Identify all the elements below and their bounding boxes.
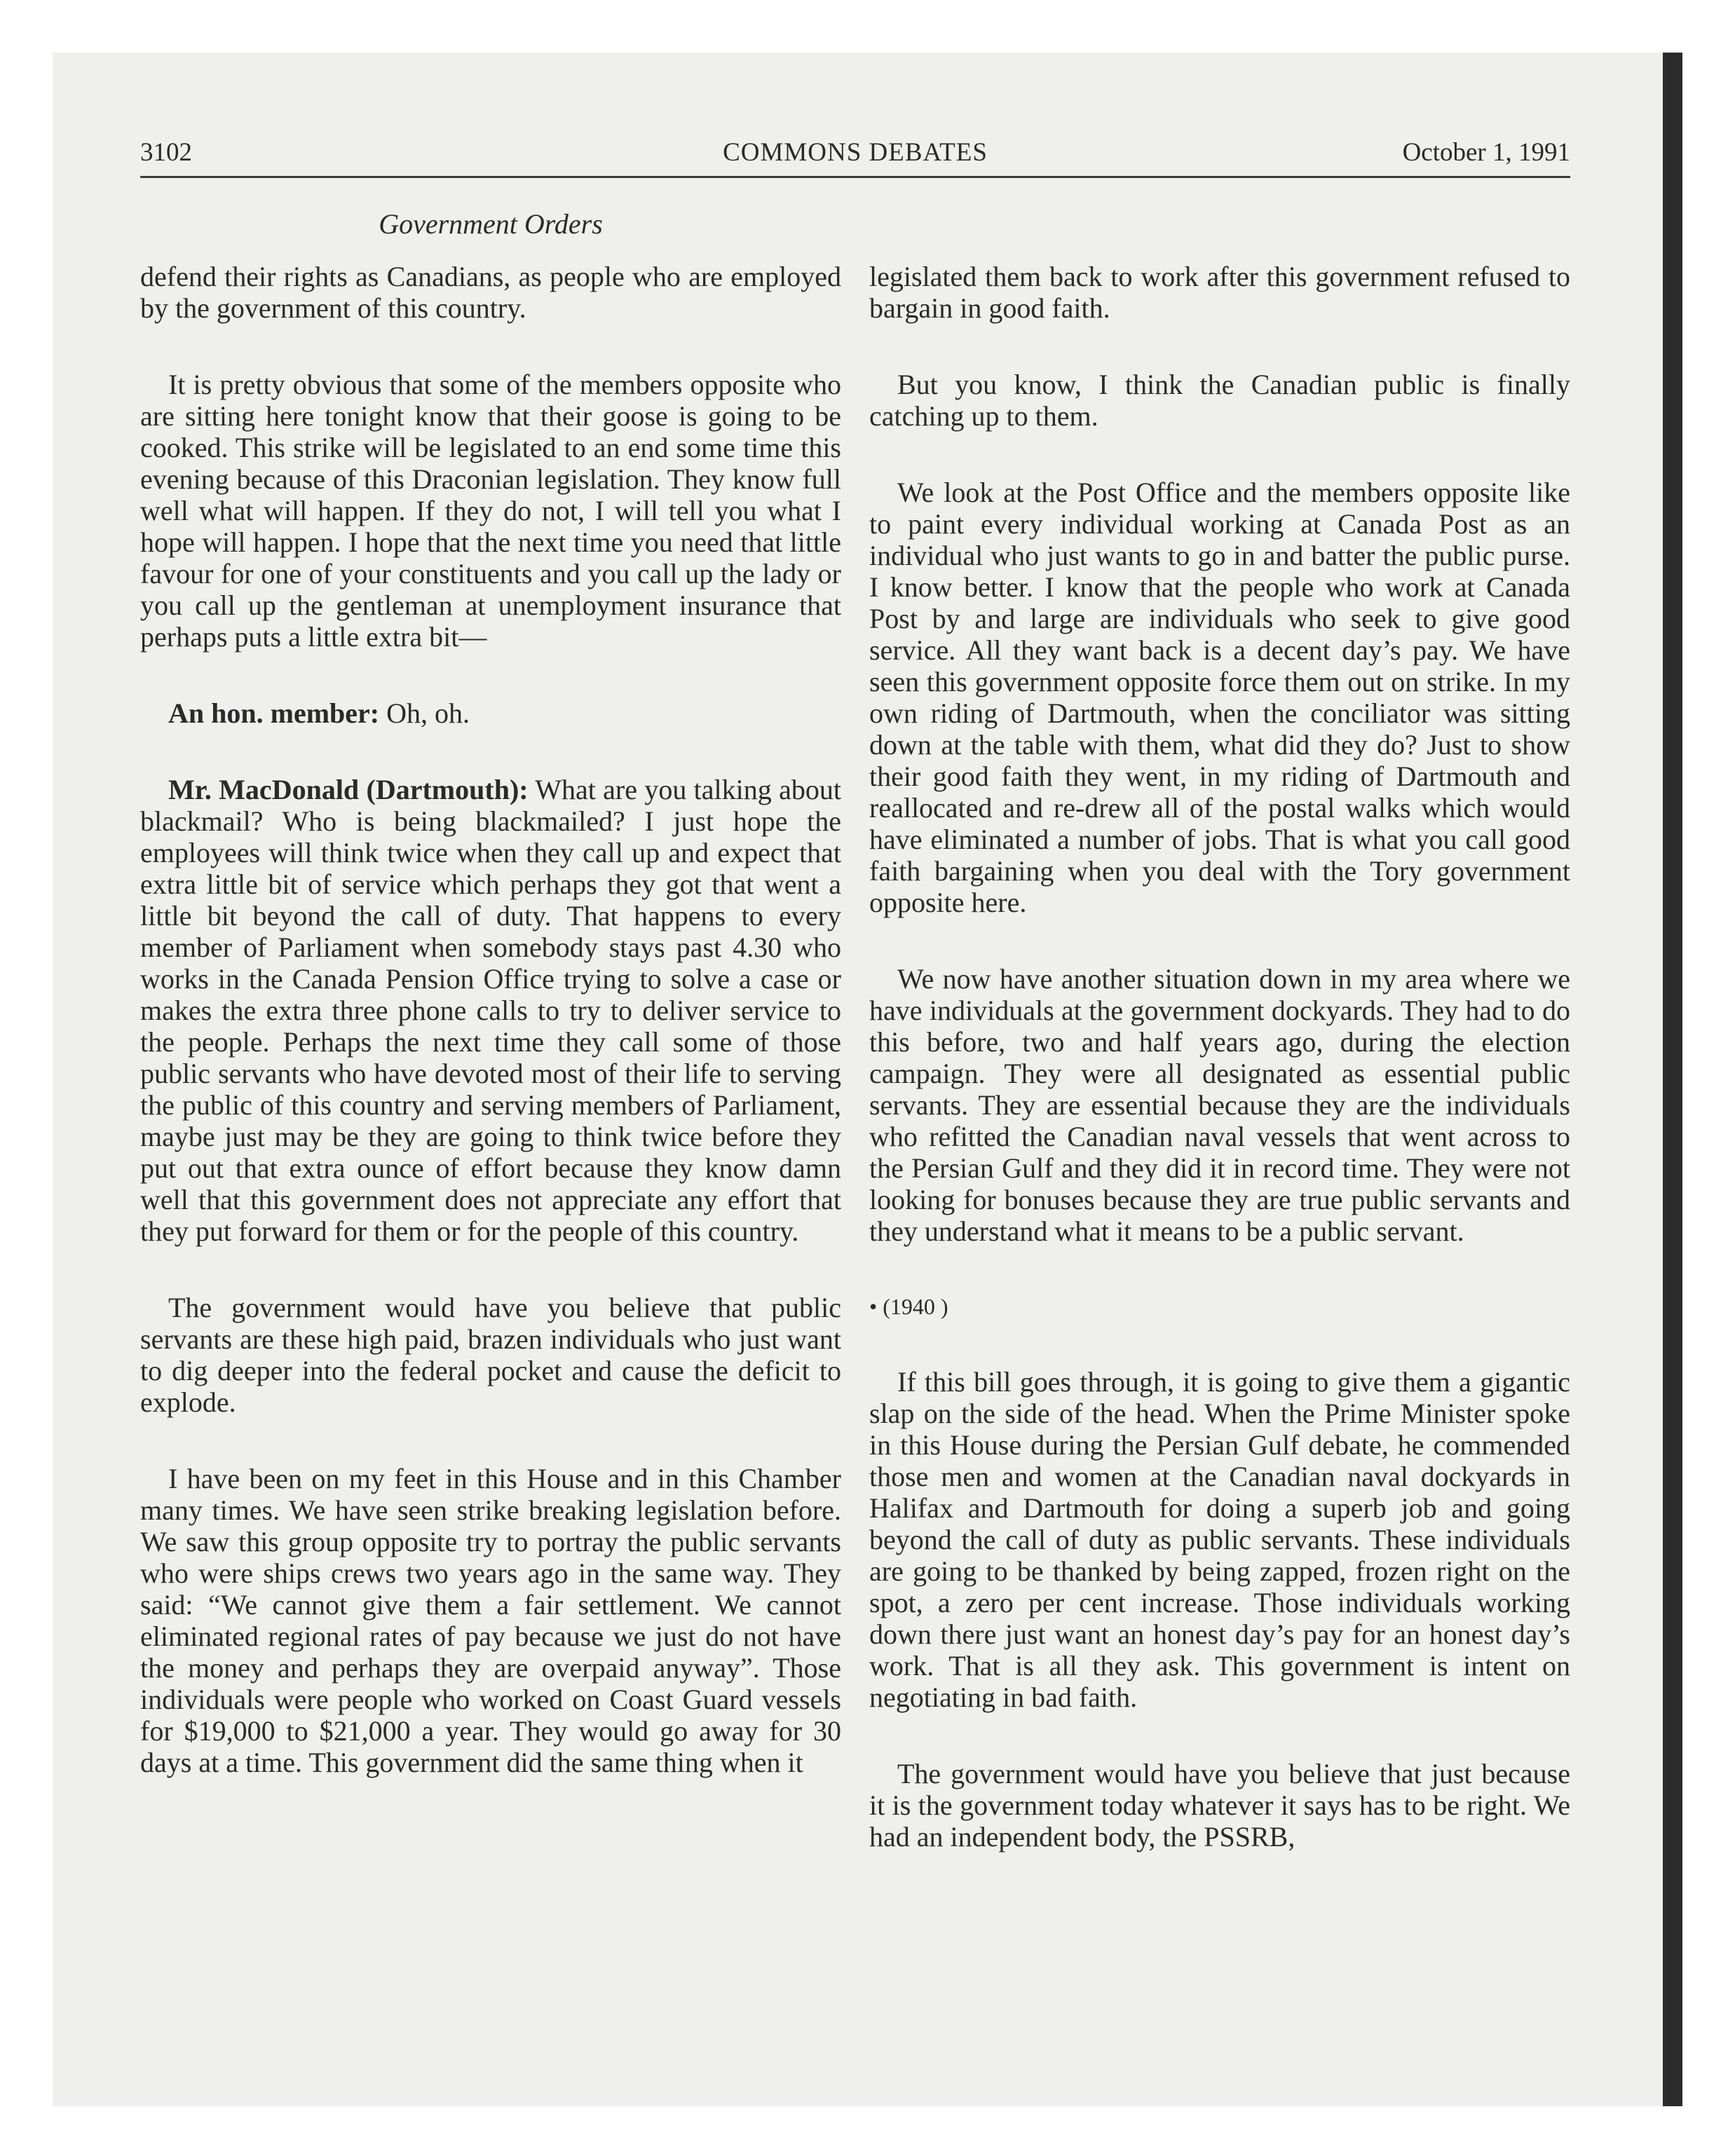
paragraph: We now have another situation down in my area where we have individuals at the government dockyards. They had to do this before, two and half years ago, during the election campaign. They were all designated as essential public servants. They are essential because they are the individuals who refitted the Canadian naval vessels that went across to the Persian Gulf and they did it in record time. They were not looking for bonuses because they are true public servants and they understand what it means to be a public servant. [869,963,1570,1247]
paragraph: But you know, I think the Canadian public is finally catching up to them. [869,369,1570,432]
speaker-name: An hon. member: [168,697,380,729]
right-column [869,261,1570,1853]
page-header [140,130,1570,176]
speech-paragraph [140,774,841,1247]
publication-title: COMMONS DEBATES [723,138,988,167]
section-heading: Government Orders [379,208,603,240]
paragraph: We look at the Post Office and the members opposite like to paint every individual working at Canada Post as an individual who just wants to go in and batter the public purse. I know better. I know that the people who work at Canada Post by and large are individuals who seek to give good service. All they want back is a decent day’s pay. We have seen this government opposite force them out on strike. In my own riding of Dartmouth, when the conciliator was sitting down at the table with them, what did they do? Just to show their good faith they went, in my riding of Dartmouth and reallocated and re-drew all of the postal walks which would have eliminated a number of jobs. That is what you call good faith bargaining when you deal with the Tory government opposite here. [869,477,1570,918]
time-marker: • (1940 ) [869,1294,948,1319]
publication-date: October 1, 1991 [1402,138,1570,167]
left-column [140,261,841,1778]
paragraph: The government would have you believe that public servants are these high paid, brazen individuals who just want to dig deeper into the federal pocket and cause the deficit to explode. [140,1292,841,1418]
speaker-name: Mr. MacDonald (Dartmouth): [168,774,529,805]
paragraph: legislated them back to work after this government refused to bargain in good faith. [869,261,1570,324]
speech-text: Oh, oh. [386,697,470,729]
page-number: 3102 [140,138,192,167]
speech-paragraph [140,697,841,729]
paragraph: It is pretty obvious that some of the members opposite who are sitting here tonight know that their goose is going to be cooked. This strike will be legislated to an end some time this evening because of this Draconian legislation. They know full well what will happen. If they do not, I will tell you what I hope will happen. I hope that the next time you need that little favour for one of your constituents and you call up the lady or you call up the gentleman at unemployment insurance that perhaps puts a little extra bit— [140,369,841,653]
paragraph: defend their rights as Canadians, as people who are employed by the government of this country. [140,261,841,324]
paragraph: The government would have you believe that just because it is the government today whatever it says has to be right. We had an independent body, the PSSRB, [869,1758,1570,1853]
scan-edge-bar [1663,53,1682,2106]
speech-text: What are you talking about blackmail? Who is being blackmailed? I just hope the employees will think twice when they call up and expect that extra little bit of service which perhaps they got that went a little bit beyond the call of duty. That happens to every member of Parliament when somebody stays past 4.30 who works in the Canada Pension Office trying to solve a case or makes the extra three phone calls to try to deliver service to the people. Perhaps the next time they call some of those public servants who have devoted most of their life to serving the public of this country and serving members of Parliament, maybe just may be they are going to think twice before they put out that extra ounce of effort because they know damn well that this government does not appreciate any effort that they put forward for them or for the people of this country. [140,774,841,1247]
header-rule [140,176,1570,178]
paragraph: I have been on my feet in this House and in this Chamber many times. We have seen strike breaking legislation before. We saw this group opposite try to portray the public servants who were ships crews two years ago in the same way. They said: “We cannot give them a fair settlement. We cannot eliminated regional rates of pay because we just do not have the money and perhaps they are overpaid anyway”. Those individuals were people who worked on Coast Guard vessels for $19,000 to $21,000 a year. They would go away for 30 days at a time. This government did the same thing when it [140,1463,841,1778]
paragraph: If this bill goes through, it is going to give them a gigantic slap on the side of the head. When the Prime Minister spoke in this House during the Persian Gulf debate, he commended those men and women at the Canadian naval dockyards in Halifax and Dartmouth for doing a superb job and going beyond the call of duty as public servants. These individuals are going to be thanked by being zapped, frozen right on the spot, a zero per cent increase. Those individuals working down there just want an honest day’s pay for an honest day’s work. That is all they ask. This government is intent on negotiating in bad faith. [869,1366,1570,1713]
